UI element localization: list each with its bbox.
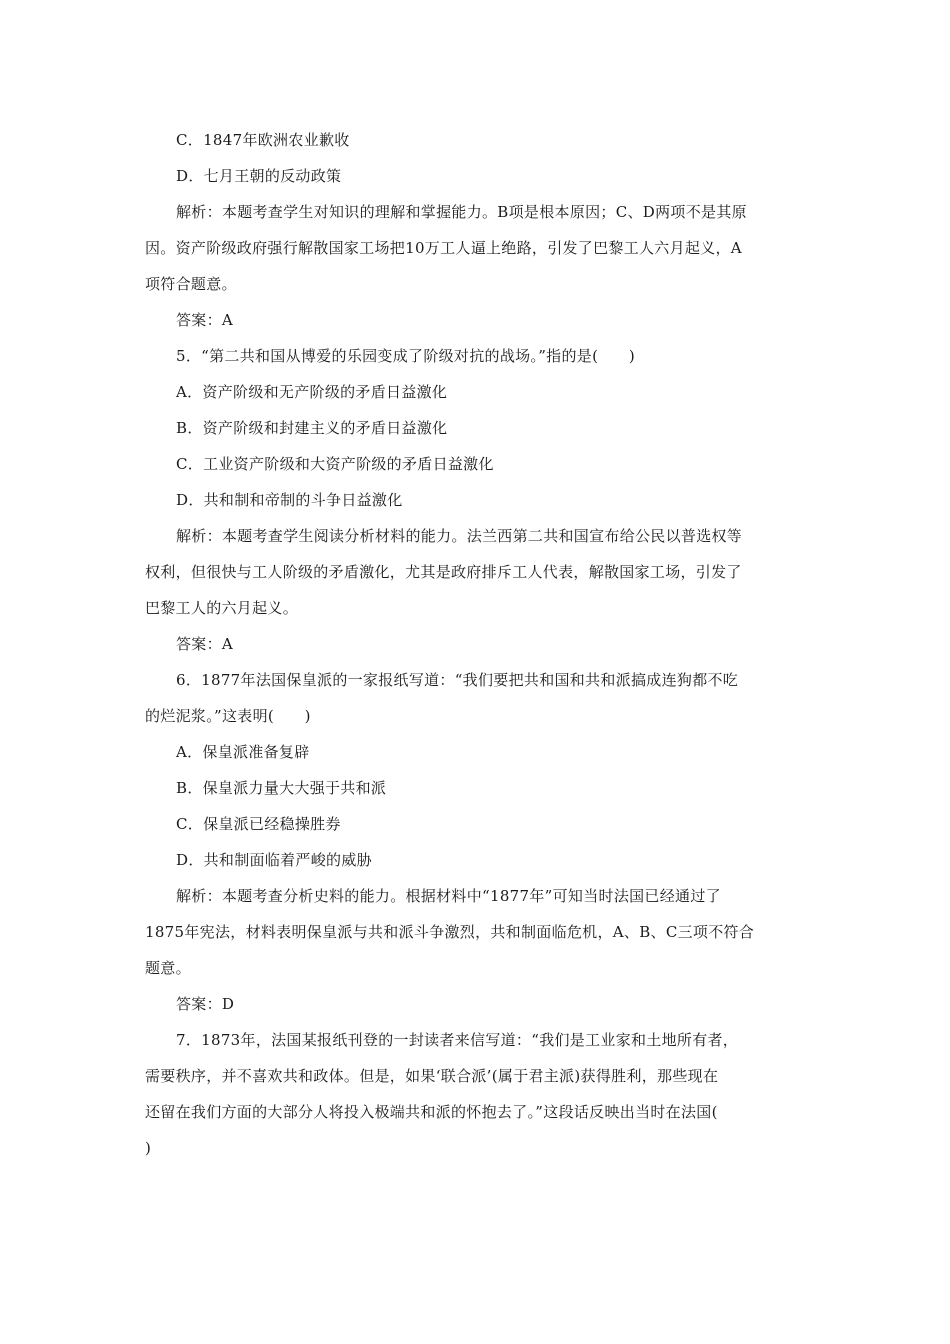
q5-option-a: A．资产阶级和无产阶级的矛盾日益激化 [176,383,448,401]
q6-option-d: D．共和制面临着严峻的威胁 [176,851,372,869]
q6-stem-line: 的烂泥浆。”这表明( ) [145,707,311,725]
q4-analysis-line: 项符合题意。 [145,275,237,293]
q4-analysis-line: 解析：本题考查学生对知识的理解和掌握能力。B项是根本原因；C、D两项不是其原 [176,203,747,221]
q7-stem-line: 需要秩序，并不喜欢共和政体。但是，如果‘联合派’(属于君主派)获得胜利，那些现在 [145,1067,719,1085]
q6-stem [145,662,810,734]
q4-analysis-line: 因。资产阶级政府强行解散国家工场把10万工人逼上绝路，引发了巴黎工人六月起义，A [145,239,742,257]
q6-analysis-line: 题意。 [145,959,191,977]
q5-option-c: C．工业资产阶级和大资产阶级的矛盾日益激化 [176,455,494,473]
q5-stem: 5．“第二共和国从博爱的乐园变成了阶级对抗的战场。”指的是( ) [176,347,635,365]
q6-analysis-line: 解析：本题考查分析史料的能力。根据材料中“1877年”可知当时法国已经通过了 [176,887,721,905]
q4-analysis [145,194,810,302]
q4-option-d: D．七月王朝的反动政策 [176,167,342,185]
q6-stem-line: 6．1877年法国保皇派的一家报纸写道：“我们要把共和国和共和派搞成连狗都不吃 [176,671,739,689]
q5-analysis-line: 权利，但很快与工人阶级的矛盾激化，尤其是政府排斥工人代表，解散国家工场，引发了 [145,563,742,581]
q6-option-b: B．保皇派力量大大强于共和派 [176,779,387,797]
q6-answer: 答案：D [176,995,235,1013]
q7-stem [145,1022,810,1166]
document-page [145,122,810,1166]
q5-option-d: D．共和制和帝制的斗争日益激化 [176,491,403,509]
q5-analysis-line: 解析：本题考查学生阅读分析材料的能力。法兰西第二共和国宣布给公民以普选权等 [176,527,743,545]
q6-analysis [145,878,810,986]
q4-option-c: C．1847年欧洲农业歉收 [176,131,350,149]
q6-option-a: A．保皇派准备复辟 [176,743,310,761]
q5-option-b: B．资产阶级和封建主义的矛盾日益激化 [176,419,448,437]
q5-analysis-line: 巴黎工人的六月起义。 [145,599,299,617]
q4-answer: 答案：A [176,311,234,329]
q6-option-c: C．保皇派已经稳操胜券 [176,815,341,833]
q5-answer: 答案：A [176,635,234,653]
q5-analysis [145,518,810,626]
q7-stem-line: 还留在我们方面的大部分人将投入极端共和派的怀抱去了。”这段话反映出当时在法国( [145,1103,718,1121]
q7-stem-line: 7．1873年，法国某报纸刊登的一封读者来信写道：“我们是工业家和土地所有者， [176,1031,739,1049]
q6-analysis-line: 1875年宪法，材料表明保皇派与共和派斗争激烈，共和制面临危机，A、B、C三项不符合 [145,923,755,941]
q7-stem-line: ) [145,1139,152,1157]
